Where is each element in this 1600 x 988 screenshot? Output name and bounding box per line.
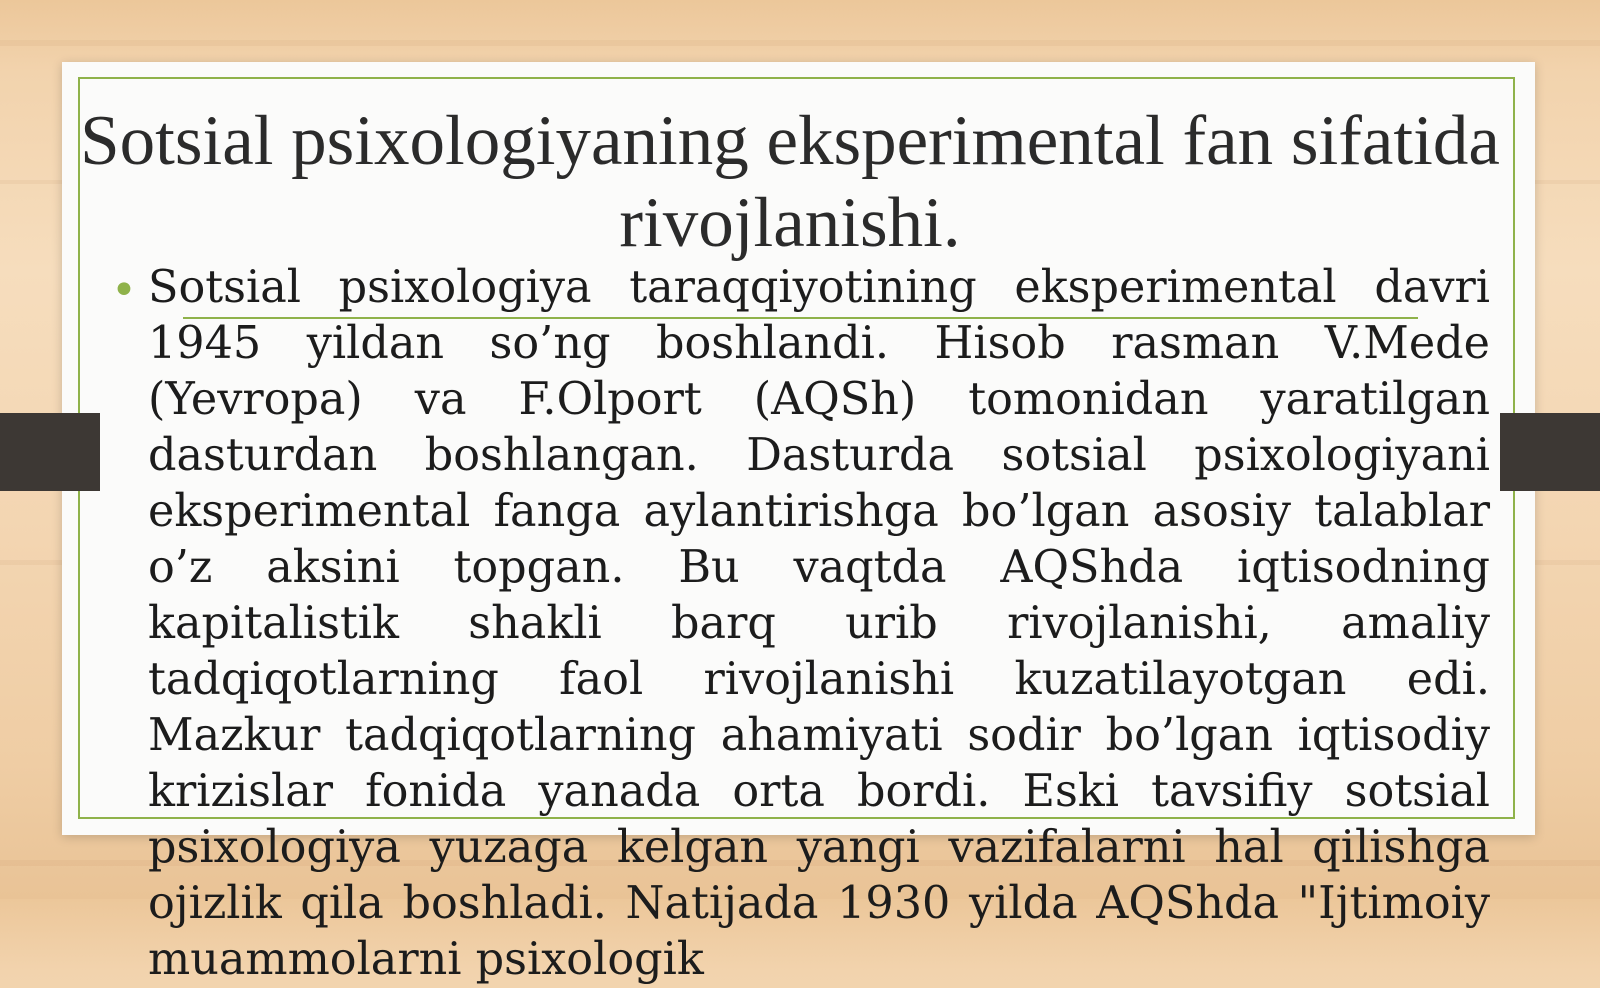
left-tab-decoration (0, 413, 100, 491)
right-tab-decoration (1500, 413, 1600, 491)
bullet-marker: • (111, 265, 137, 316)
bullet-paragraph: Sotsial psixologiya taraqqiyotining eksperimental davri 1945 yildan so’ng boshlandi. Hisob rasman V.Mede (Yevropa) va F.Olport (AQSh) tomonidan yaratilgan dasturdan boshlangan. Dasturda sotsial psixologiyani eksperimental fanga aylantirishga bo’lgan asosiy talablar o’z aksini topgan. Bu vaqtda AQShda iqtisodning kapitalistik shakli barq urib rivojlanishi, amaliy tadqiqotlarning faol rivojlanishi kuzatilayotgan edi. Mazkur tadqiqotlarning ahamiyati sodir bo’lgan iqtisodiy krizislar fonida yanada orta bordi. Eski tavsifiy sotsial psixologiya yuzaga kelgan yangi vazifalarni hal qilishga ojizlik qila boshladi. Natijada 1930 yilda AQShda "Ijtimoiy muammolarni psixologik (148, 262, 1490, 985)
wood-grain (0, 40, 1600, 46)
slide-title: Sotsial psixologiyaning eksperimental fan sifatida rivojlanishi. (80, 102, 1500, 262)
